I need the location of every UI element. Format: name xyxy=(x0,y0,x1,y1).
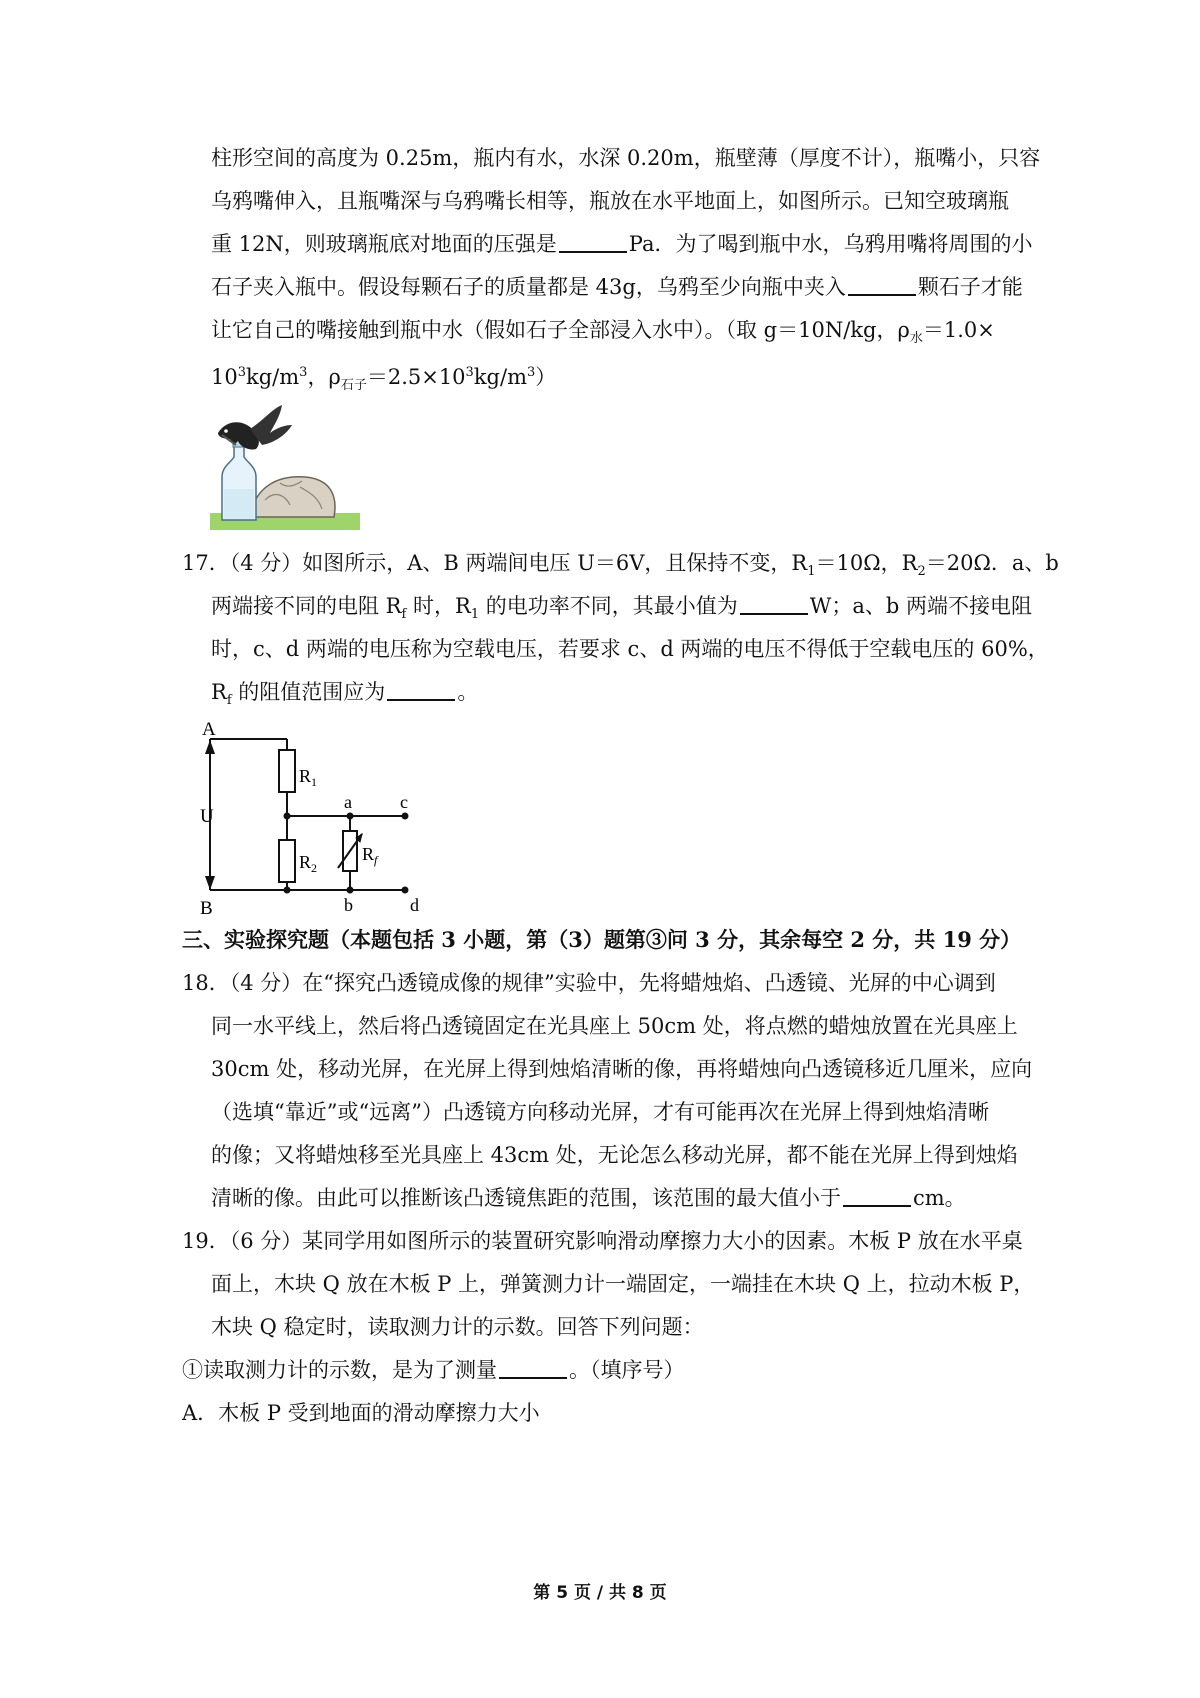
answer-blank xyxy=(499,1357,567,1379)
label-r2: $R_2$ xyxy=(299,852,318,875)
q16-line-4: 石子夹入瓶中。假设每颗石子的质量都是 43g，乌鸦至少向瓶中夹入 颗石子才能 xyxy=(211,275,1023,299)
q19-line-2: 面上，木块 Q 放在木板 P 上，弹簧测力计一端固定，一端挂在木块 Q 上，拉动木板 P， xyxy=(211,1272,1035,1296)
answer-blank xyxy=(387,679,455,701)
answer-blank xyxy=(559,231,627,253)
q19-option-a: A．木板 P 受到地面的滑动摩擦力大小 xyxy=(182,1401,540,1425)
q19-line-1: 19．（6 分）某同学用如图所示的装置研究影响滑动摩擦力大小的因素。木板 P 放在水平桌 xyxy=(182,1229,1023,1253)
q18-line-2: 同一水平线上，然后将凸透镜固定在光具座上 50cm 处，将点燃的蜡烛放置在光具座上 xyxy=(211,1014,1018,1038)
label-node-c: c xyxy=(400,792,408,812)
label-a-terminal: A xyxy=(202,719,216,740)
page-number-footer: 第 5 页 / 共 8 页 xyxy=(533,1583,667,1603)
label-r1: $R_1$ xyxy=(299,766,318,789)
label-node-b: b xyxy=(344,895,353,915)
q18-line-4: （选填“靠近”或“远离”）凸透镜方向移动光屏，才有可能再次在光屏上得到烛焰清晰 xyxy=(211,1100,989,1124)
answer-blank xyxy=(740,593,808,615)
answer-blank xyxy=(848,274,916,296)
q16-line-3: 重 12N，则玻璃瓶底对地面的压强是 Pa．为了喝到瓶中水，乌鸦用嘴将周围的小 xyxy=(211,232,1033,256)
section-3-heading: 三、实验探究题（本题包括 3 小题，第（3）题第③问 3 分，其余每空 2 分，共 19 分） xyxy=(182,927,1022,952)
label-rf: $R_f$ xyxy=(362,844,378,867)
q17-line-1: 17．（4 分）如图所示，A、B 两端间电压 U＝6V，且保持不变，$R_1=10\Omega$，$R_2=20\Omega$．a、b xyxy=(182,551,1059,580)
q18-line-6: 清晰的像。由此可以推断该凸透镜焦距的范围，该范围的最大值小于 cm。 xyxy=(211,1186,966,1210)
q16-line-1: 柱形空间的高度为 0.25m，瓶内有水，水深 0.20m，瓶壁薄（厚度不计），瓶嘴小，只容 xyxy=(211,146,1041,170)
q16-line-6: $10^3kg/m^3$，$\rho_{石子}=2.5\times 10^3kg/m^3$） xyxy=(211,365,557,394)
label-u: U xyxy=(200,806,214,827)
circuit-diagram xyxy=(200,718,460,923)
q19-line-4: ①读取测力计的示数，是为了测量 。（填序号） xyxy=(182,1358,685,1382)
crow-bottle-illustration xyxy=(210,405,360,530)
q17-line-4: $R_f$ 的阻值范围应为 。 xyxy=(211,680,479,709)
label-node-d: d xyxy=(410,895,419,915)
resistor-r1 xyxy=(279,750,295,792)
q17-line-2: 两端接不同的电阻 $R_f$ 时，$R_1$ 的电功率不同，其最小值为 W；a、b 两端不接电阻 xyxy=(211,594,1033,623)
resistor-r2 xyxy=(279,840,295,882)
label-node-a: a xyxy=(344,792,352,812)
q17-line-3: 时，c、d 两端的电压称为空载电压，若要求 c、d 两端的电压不得低于空载电压的 60%， xyxy=(211,637,1049,661)
q18-line-5: 的像；又将蜡烛移至光具座上 43cm 处，无论怎么移动光屏，都不能在光屏上得到烛焰 xyxy=(211,1143,1018,1167)
label-b-terminal: B xyxy=(200,898,213,919)
q18-line-3: 30cm 处，移动光屏，在光屏上得到烛焰清晰的像，再将蜡烛向凸透镜移近几厘米，应向 xyxy=(211,1057,1033,1081)
q19-line-3: 木块 Q 稳定时，读取测力计的示数。回答下列问题： xyxy=(211,1315,704,1339)
q16-line-2: 乌鸦嘴伸入，且瓶嘴深与乌鸦嘴长相等，瓶放在水平地面上，如图所示。已知空玻璃瓶 xyxy=(211,189,1009,213)
q18-line-1: 18．（4 分）在“探究凸透镜成像的规律”实验中，先将蜡烛焰、凸透镜、光屏的中心调到 xyxy=(182,971,996,995)
q16-line-5: 让它自己的嘴接触到瓶中水（假如石子全部浸入水中）。（取 g＝10N/kg，$\rho_水=1.0\times$ xyxy=(211,318,995,347)
answer-blank xyxy=(843,1185,911,1207)
